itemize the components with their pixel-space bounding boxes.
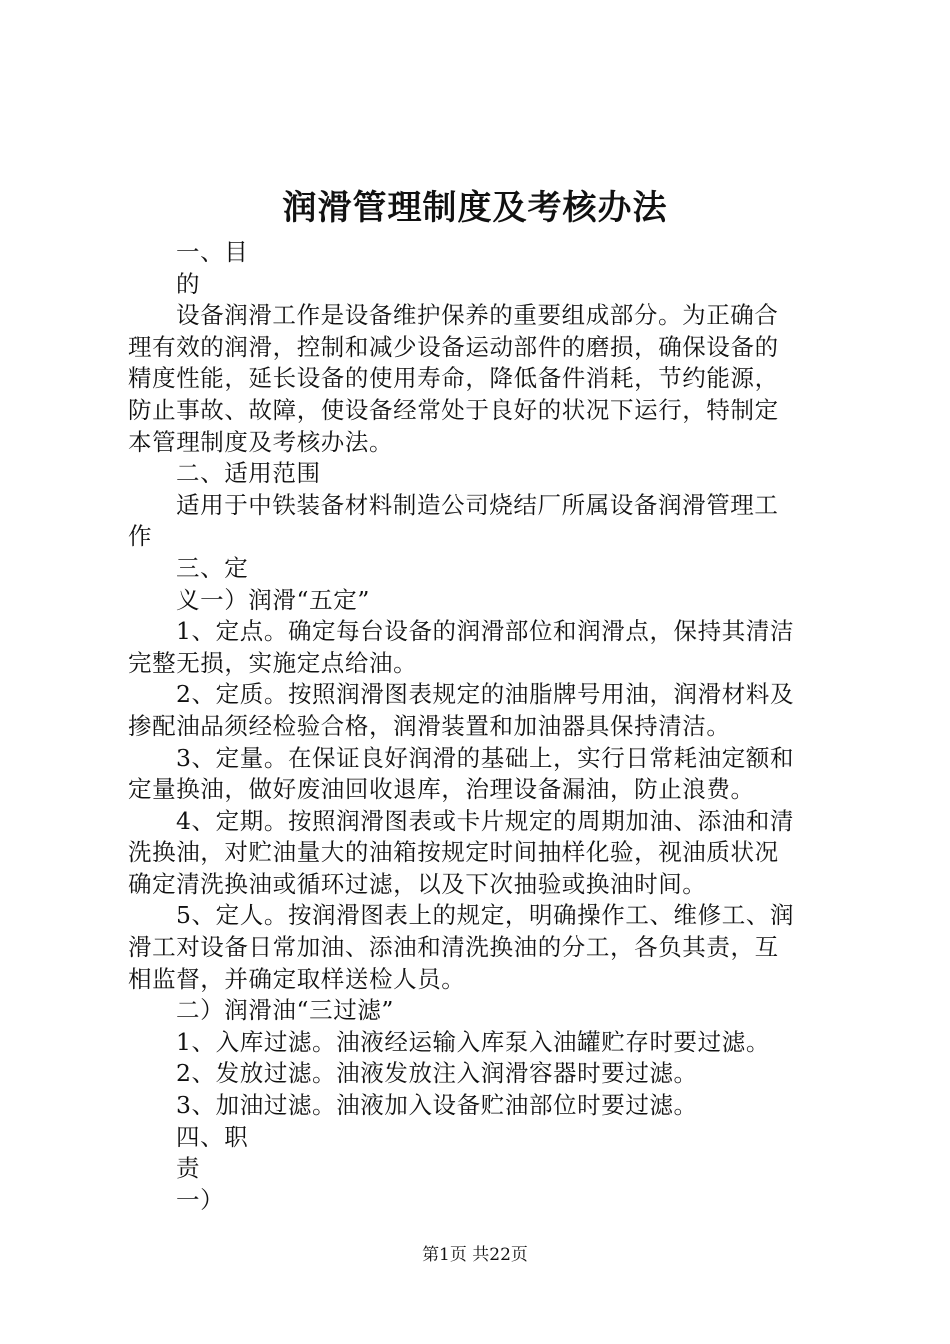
body-line: 完整无损，实施定点给油。: [128, 648, 418, 677]
body-line: 防止事故、故障，使设备经常处于良好的状况下运行，特制定: [128, 395, 779, 424]
body-line: 滑工对设备日常加油、添油和清洗换油的分工，各负其责，互: [128, 933, 779, 962]
body-line: 理有效的润滑，控制和减少设备运动部件的磨损，确保设备的: [128, 332, 779, 361]
body-line: 洗换油，对贮油量大的油箱按规定时间抽样化验，视油质状况: [128, 838, 779, 867]
body-line: 二）润滑油“三过滤”: [176, 996, 395, 1025]
body-line: 设备润滑工作是设备维护保养的重要组成部分。为正确合: [176, 301, 779, 330]
body-line: 3、定量。在保证良好润滑的基础上，实行日常耗油定额和: [176, 743, 795, 772]
body-line: 掺配油品须经检验合格，润滑装置和加油器具保持清洁。: [128, 711, 731, 740]
document-body: [128, 237, 832, 1216]
body-line: 5、定人。按润滑图表上的规定，明确操作工、维修工、润: [176, 901, 795, 930]
body-line: 精度性能，延长设备的使用寿命，降低备件消耗，节约能源，: [128, 364, 779, 393]
body-line: 3、加油过滤。油液加入设备贮油部位时要过滤。: [176, 1091, 698, 1120]
body-line: 责: [176, 1154, 201, 1183]
page-footer: 第1页 共22页: [422, 1245, 528, 1265]
body-line: 定量换油，做好废油回收退库，治理设备漏油，防止浪费。: [128, 775, 755, 804]
document-title: 润滑管理制度及考核办法: [282, 188, 668, 228]
body-line: 四、职: [176, 1122, 249, 1151]
body-line: 义一）润滑“五定”: [176, 585, 370, 614]
body-line: 1、入库过滤。油液经运输入库泵入油罐贮存时要过滤。: [176, 1027, 770, 1056]
body-line: 1、定点。确定每台设备的润滑部位和润滑点，保持其清洁: [176, 617, 795, 646]
body-line: 2、发放过滤。油液发放注入润滑容器时要过滤。: [176, 1059, 698, 1088]
body-line: 相监督，并确定取样送检人员。: [128, 964, 466, 993]
body-line: 一）: [176, 1185, 225, 1214]
body-line: 2、定质。按照润滑图表规定的油脂牌号用油，润滑材料及: [176, 680, 795, 709]
body-line: 三、定: [176, 553, 249, 582]
body-line: 4、定期。按照润滑图表或卡片规定的周期加油、添油和清: [176, 806, 795, 835]
body-line: 一、目: [176, 238, 249, 266]
body-line: 的: [176, 269, 201, 298]
body-line: 二、适用范围: [176, 459, 321, 488]
body-line: 适用于中铁装备材料制造公司烧结厂所属设备润滑管理工: [176, 490, 779, 519]
body-line: 本管理制度及考核办法。: [128, 427, 394, 456]
body-line: 确定清洗换油或循环过滤，以及下次抽验或换油时间。: [128, 869, 707, 898]
body-line: 作: [128, 522, 153, 551]
